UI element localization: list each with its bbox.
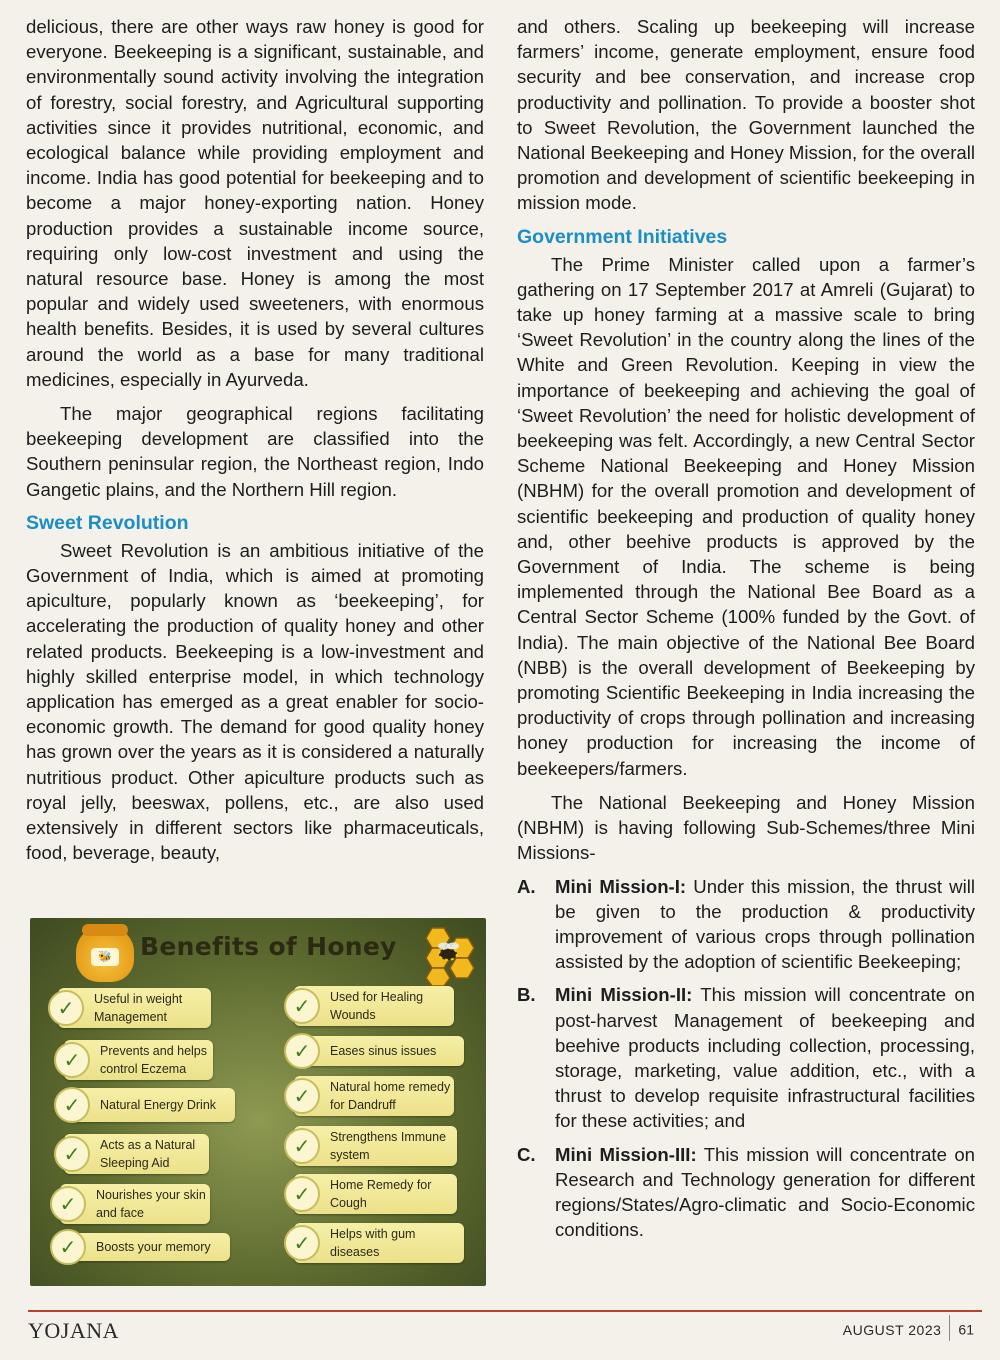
mission-title: Mini Mission-II: bbox=[555, 984, 693, 1006]
right-paragraph-1: and others. Scaling up beekeeping will increase farmers’ income, generate employment, ensure food security and bee conservation, and increase crop productivity and pollination. To provide a booster shot to Sweet Revolution, the Government launched the National Beekeeping and Honey Mission, for the overall promotion and development of scientific beekeeping in mission mode. bbox=[517, 16, 975, 214]
mission-title: Mini Mission-III: bbox=[555, 1143, 697, 1165]
footer-separator bbox=[949, 1315, 950, 1341]
mission-letter: C. bbox=[517, 1143, 536, 1165]
benefit-label: Natural Energy Drink bbox=[100, 1098, 217, 1112]
checkmark-icon: ✓ bbox=[284, 1078, 320, 1114]
checkmark-icon: ✓ bbox=[54, 1136, 90, 1172]
mission-letter: B. bbox=[517, 984, 536, 1006]
left-column bbox=[26, 14, 484, 866]
mission-text: Under this mission, the thrust will be given to the production & productivity improvement of various crops through pollination assisted by the adoption of scientific Beekeeping; bbox=[555, 875, 975, 973]
right-paragraph-3: The National Beekeeping and Honey Mission (NBHM) is having following Sub-Schemes/three Mini Missions- bbox=[517, 791, 975, 864]
benefit-label: Acts as a Natural Sleeping Aid bbox=[100, 1138, 196, 1170]
benefit-label: Used for Healing Wounds bbox=[330, 990, 424, 1022]
benefit-label: Helps with gum diseases bbox=[330, 1227, 416, 1259]
benefit-item bbox=[64, 1134, 209, 1174]
benefit-item bbox=[60, 1233, 230, 1261]
benefit-item bbox=[60, 1184, 210, 1224]
checkmark-icon: ✓ bbox=[284, 1033, 320, 1069]
checkmark-icon: ✓ bbox=[50, 1186, 86, 1222]
right-column bbox=[517, 14, 975, 1242]
mission-item-c bbox=[517, 1142, 975, 1243]
mission-item-a bbox=[517, 874, 975, 975]
benefit-label: Useful in weight Management bbox=[94, 992, 183, 1024]
checkmark-icon: ✓ bbox=[54, 1042, 90, 1078]
footer-issue-info bbox=[843, 1321, 974, 1341]
benefit-item bbox=[294, 1036, 464, 1066]
benefits-of-honey-infographic bbox=[30, 918, 486, 1286]
mission-item-b bbox=[517, 982, 975, 1133]
checkmark-icon: ✓ bbox=[50, 1229, 86, 1265]
honey-pot-icon bbox=[76, 926, 134, 982]
heading-government-initiatives: Government Initiatives bbox=[517, 225, 728, 248]
benefit-label: Strengthens Immune system bbox=[330, 1130, 447, 1162]
left-paragraph-1: delicious, there are other ways raw honey is good for everyone. Beekeeping is a significant, sustainable, and environmentally sound activity involving the integration of forestry, social forestry, and Agricultural supporting activities since it provides nutritional, economic, and ecological balance while providing employment and income. India has good potential for beekeeping and to become a major honey-exporting nation. Honey production provides a sustainable income source, requiring only low-cost investment and using the natural resource base. Honey is among the most popular and widely used sweeteners, with enormous health benefits. Besides, it is used by several cultures around the world as a base for many traditional medicines, especially in Ayurveda. bbox=[26, 16, 484, 390]
checkmark-icon: ✓ bbox=[54, 1087, 90, 1123]
page-number: 61 bbox=[958, 1321, 974, 1338]
heading-sweet-revolution: Sweet Revolution bbox=[26, 511, 189, 534]
benefit-label: Home Remedy for Cough bbox=[330, 1178, 432, 1210]
checkmark-icon: ✓ bbox=[284, 1128, 320, 1164]
issue-date: AUGUST 2023 bbox=[842, 1321, 942, 1338]
magazine-name: YOJANA bbox=[28, 1318, 119, 1343]
benefit-label: Eases sinus issues bbox=[330, 1044, 437, 1058]
checkmark-icon: ✓ bbox=[284, 988, 320, 1024]
right-paragraph-2: The Prime Minister called upon a farmer’s gathering on 17 September 2017 at Amreli (Gujarat) to take up honey farming at a massive scale to bring ‘Sweet Revolution’ in the country along the lines of the White and Green Revolution. Keeping in view the importance of beekeeping and achieving the goal of ‘Sweet Revolution’ the need for holistic development of beekeeping was felt. Accordingly, a new Central Sector Scheme National Beekeeping and Honey Mission (NBHM) for the overall promotion and development of scientific beekeeping and production of quality honey and, other beehive products is approved by the Government of India. The scheme is being implemented through the National Bee Board as a Central Sector Scheme (100% funded by the Govt. of India). The main objective of the National Bee Board (NBB) is the overall development of Beekeeping by promoting Scientific Beekeeping in India increasing the productivity of crops through pollination and increasing honey production for increasing the income of beekeepers/farmers. bbox=[517, 253, 975, 779]
benefit-item bbox=[64, 1040, 213, 1080]
benefit-label: Nourishes your skin and face bbox=[96, 1188, 206, 1220]
mission-text: This mission will concentrate on post-harvest Management of beekeeping and beehive products including collection, processing, storage, marketing, value addition, etc., with a thrust to develop requisite infrastructural facilities for these activities; and bbox=[555, 984, 976, 1132]
benefit-item bbox=[64, 1088, 235, 1122]
benefit-item bbox=[58, 988, 211, 1028]
benefit-label: Natural home remedy for Dandruff bbox=[330, 1080, 451, 1112]
infographic-title: Benefits of Honey bbox=[140, 932, 397, 961]
left-paragraph-2: The major geographical regions facilitating beekeeping development are classified into the Southern peninsular region, the Northeast region, Indo Gangetic plains, and the Northern Hill region. bbox=[26, 403, 484, 500]
benefit-item bbox=[294, 1076, 454, 1116]
checkmark-icon: ✓ bbox=[284, 1176, 320, 1212]
mission-title: Mini Mission-I: bbox=[555, 875, 687, 897]
benefit-item bbox=[294, 986, 454, 1026]
left-paragraph-3: Sweet Revolution is an ambitious initiative of the Government of India, which is aimed at promoting apiculture, popularly known as ‘beekeeping’, for accelerating the production of quality honey and other related products. Beekeeping is a low-investment and highly skilled enterprise model, in which technology application has emerged as a great enabler for socio-economic growth. The demand for good quality honey has grown over the years as it is considered a naturally nutritious product. Other apiculture products such as royal jelly, beeswax, pollens, etc., are also used extensively in different sectors like pharmaceuticals, food, beverage, beauty, bbox=[26, 539, 484, 864]
benefit-item bbox=[294, 1126, 457, 1166]
pot-label: 🐝 bbox=[91, 948, 119, 966]
benefit-item bbox=[294, 1223, 464, 1263]
benefit-item bbox=[294, 1174, 457, 1214]
checkmark-icon: ✓ bbox=[284, 1225, 320, 1261]
checkmark-icon: ✓ bbox=[48, 990, 84, 1026]
mission-text: This mission will concentrate on Research and Technology generation for different regions/States/Agro-climatic and Socio-Economic conditions. bbox=[555, 1143, 975, 1241]
benefit-label: Prevents and helps control Eczema bbox=[100, 1044, 208, 1076]
mission-letter: A. bbox=[517, 875, 536, 897]
honeycomb-bee-icon bbox=[414, 924, 476, 988]
footer-rule bbox=[28, 1310, 982, 1312]
benefit-label: Boosts your memory bbox=[96, 1240, 211, 1254]
